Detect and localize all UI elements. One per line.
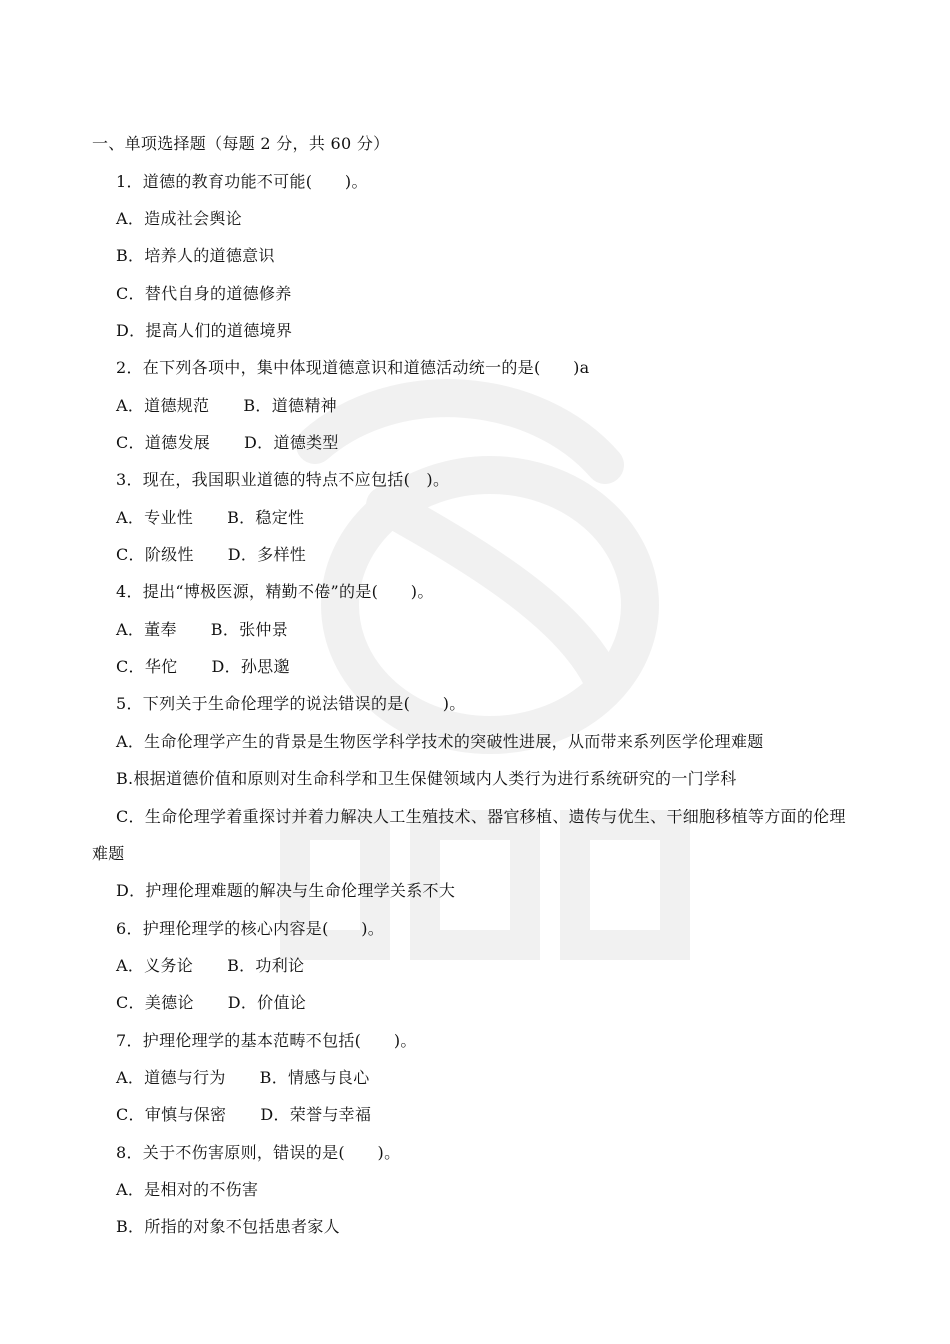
question-6-option-b: B．功利论 bbox=[227, 956, 305, 975]
question-6-options-ab bbox=[116, 955, 304, 977]
question-7-option-b: B．情感与良心 bbox=[259, 1068, 370, 1087]
question-3-stem: 3．现在，我国职业道德的特点不应包括( )。 bbox=[116, 470, 450, 489]
question-2-option-d: D．道德类型 bbox=[244, 433, 339, 452]
question-6-option-a: A．义务论 bbox=[116, 956, 194, 975]
question-1-option-d: D．提高人们的道德境界 bbox=[116, 321, 293, 340]
question-7-option-d: D．荣誉与幸福 bbox=[260, 1105, 372, 1124]
question-7-options-cd bbox=[116, 1104, 371, 1126]
question-5-option-d: D．护理伦理难题的解决与生命伦理学关系不大 bbox=[116, 881, 456, 900]
question-7-option-a: A．道德与行为 bbox=[116, 1068, 226, 1087]
question-3-option-a: A．专业性 bbox=[116, 508, 194, 527]
question-6-stem: 6．护理伦理学的核心内容是( )。 bbox=[116, 919, 385, 938]
question-1-option-a: A．造成社会舆论 bbox=[116, 209, 242, 228]
question-3-option-b: B．稳定性 bbox=[227, 508, 305, 527]
question-4-stem: 4．提出“博极医源，精勤不倦”的是( )。 bbox=[116, 582, 434, 601]
question-7-options-ab bbox=[116, 1067, 370, 1089]
question-1-option-b: B．培养人的道德意识 bbox=[116, 246, 275, 265]
question-4-option-b: B．张仲景 bbox=[210, 620, 289, 639]
question-6-options-cd bbox=[116, 992, 306, 1014]
question-1-stem: 1．道德的教育功能不可能( )。 bbox=[116, 172, 368, 191]
question-3-options-ab bbox=[116, 507, 304, 529]
question-3-option-d: D．多样性 bbox=[227, 545, 307, 564]
section-heading: 一、单项选择题（每题 2 分，共 60 分） bbox=[92, 134, 390, 153]
question-4-options-cd bbox=[116, 656, 290, 678]
question-2-option-a: A．道德规范 bbox=[116, 396, 210, 415]
question-6-option-d: D．价值论 bbox=[227, 993, 307, 1012]
question-5-option-c-line2: 难题 bbox=[92, 844, 125, 863]
question-8-option-b: B．所指的对象不包括患者家人 bbox=[116, 1217, 340, 1236]
question-4-option-d: D．孙思邈 bbox=[211, 657, 290, 676]
question-2-options-ab bbox=[116, 395, 337, 417]
question-2-stem: 2．在下列各项中，集中体现道德意识和道德活动统一的是( )a bbox=[116, 358, 590, 377]
question-2-option-b: B．道德精神 bbox=[243, 396, 337, 415]
question-4-options-ab bbox=[116, 619, 288, 641]
question-5-option-a: A．生命伦理学产生的背景是生物医学科学技术的突破性进展，从而带来系列医学伦理难题 bbox=[116, 732, 764, 751]
question-6-option-c: C．美德论 bbox=[116, 993, 194, 1012]
question-1-option-c: C．替代自身的道德修养 bbox=[116, 284, 292, 303]
question-7-stem: 7．护理伦理学的基本范畴不包括( )。 bbox=[116, 1031, 417, 1050]
question-3-option-c: C．阶级性 bbox=[116, 545, 194, 564]
question-3-options-cd bbox=[116, 544, 306, 566]
question-5-option-c-line1: C．生命伦理学着重探讨并着力解决人工生殖技术、器官移植、遗传与优生、干细胞移植等方面的伦理 bbox=[116, 807, 846, 826]
question-4-option-c: C．华佗 bbox=[116, 657, 178, 676]
question-8-option-a: A．是相对的不伤害 bbox=[116, 1180, 259, 1199]
question-7-option-c: C．审慎与保密 bbox=[116, 1105, 227, 1124]
question-4-option-a: A．董奉 bbox=[116, 620, 177, 639]
question-5-option-b: B.根据道德价值和原则对生命科学和卫生保健领域内人类行为进行系统研究的一门学科 bbox=[116, 769, 737, 788]
question-5-stem: 5．下列关于生命伦理学的说法错误的是( )。 bbox=[116, 694, 466, 713]
question-2-option-c: C．道德发展 bbox=[116, 433, 211, 452]
question-8-stem: 8．关于不伤害原则，错误的是( )。 bbox=[116, 1143, 401, 1162]
question-2-options-cd bbox=[116, 432, 339, 454]
